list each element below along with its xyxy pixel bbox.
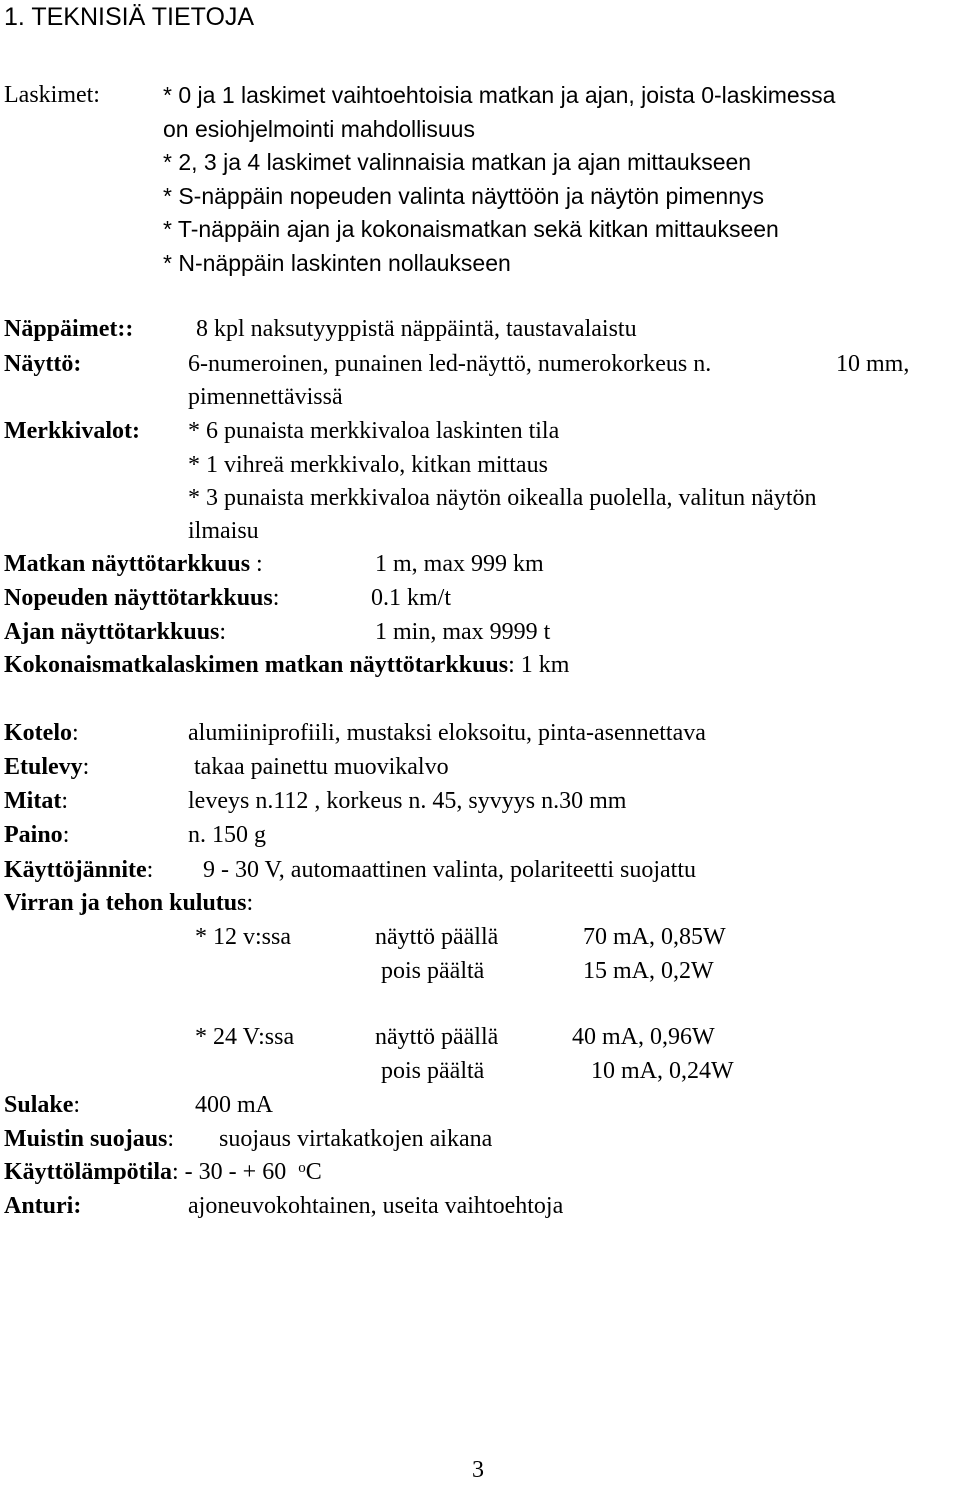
- v24-off-value: 10 mA, 0,24W: [591, 1058, 734, 1084]
- virran-sep: :: [246, 890, 254, 916]
- etulevy-label: Etulevy: [4, 754, 83, 780]
- v12-on-value: 70 mA, 0,85W: [583, 924, 726, 950]
- merkkivalot-line: ilmaisu: [188, 518, 259, 544]
- etulevy-row: [4, 752, 89, 782]
- kayttojannite-label: Käyttöjännite: [4, 857, 147, 883]
- naytto-value: 6-numeroinen, punainen led-näyttö, numerokorkeus n.: [188, 351, 712, 377]
- kayttolampotila-label: Käyttölämpötila: [4, 1159, 172, 1185]
- laskimet-line: * T-näppäin ajan ja kokonaismatkan sekä kitkan mittaukseen: [163, 216, 779, 242]
- kotelo-sep: :: [71, 720, 79, 746]
- kayttolampotila-row: [4, 1157, 322, 1187]
- ajan-value: 1 min, max 9999 t: [375, 619, 551, 645]
- kayttojannite-row: [4, 855, 153, 885]
- v24-label: * 24 V:ssa: [195, 1024, 295, 1050]
- v24-off-label: pois päältä: [381, 1058, 485, 1084]
- matkan-label: Matkan näyttötarkkuus: [4, 551, 251, 577]
- merkkivalot-line: * 3 punaista merkkivaloa näytön oikealla puolella, valitun näytön: [188, 485, 817, 511]
- muistin-value: suojaus virtakatkojen aikana: [219, 1126, 493, 1152]
- nopeuden-label: Nopeuden näyttötarkkuus: [4, 585, 273, 611]
- nopeuden-row: [4, 583, 279, 613]
- paino-sep: :: [62, 822, 70, 848]
- mitat-row: [4, 786, 68, 816]
- mitat-label: Mitat: [4, 788, 62, 814]
- merkkivalot-line: * 6 punaista merkkivaloa laskinten tila: [188, 418, 560, 444]
- kayttojannite-sep: :: [146, 857, 154, 883]
- nopeuden-sep: :: [272, 585, 280, 611]
- v12-off-value: 15 mA, 0,2W: [583, 958, 714, 984]
- laskimet-line: * 0 ja 1 laskimet vaihtoehtoisia matkan ja ajan, joista 0-laskimessa: [163, 82, 836, 108]
- v24-on-value: 40 mA, 0,96W: [572, 1024, 715, 1050]
- v12-on-label: näyttö päällä: [375, 924, 499, 950]
- page-number: 3: [472, 1457, 484, 1483]
- kokonais-value: : 1 km: [508, 652, 570, 678]
- muistin-sep: :: [167, 1126, 175, 1152]
- v12-label: * 12 v:ssa: [195, 924, 291, 950]
- laskimet-line: * N-näppäin laskinten nollaukseen: [163, 250, 511, 276]
- kotelo-label: Kotelo: [4, 720, 72, 746]
- sulake-row: [4, 1090, 80, 1120]
- paino-label: Paino: [4, 822, 63, 848]
- matkan-row: [4, 549, 263, 579]
- paino-row: [4, 820, 69, 850]
- kotelo-row: [4, 718, 79, 748]
- page-heading: 1. TEKNISIÄ TIETOJA: [4, 3, 255, 31]
- laskimet-line: on esiohjelmointi mahdollisuus: [163, 116, 475, 142]
- kokonais-label: Kokonaismatkalaskimen matkan näyttötarkkuus: [4, 652, 509, 678]
- sulake-label: Sulake: [4, 1092, 74, 1118]
- kayttolampotila-value: : - 30 - + 60: [172, 1159, 287, 1185]
- kayttolampotila-unit: C: [305, 1159, 322, 1185]
- laskimet-line: * S-näppäin nopeuden valinta näyttöön ja näytön pimennys: [163, 183, 764, 209]
- v24-on-label: näyttö päällä: [375, 1024, 499, 1050]
- matkan-value: 1 m, max 999 km: [375, 551, 544, 577]
- nopeuden-value: 0.1 km/t: [371, 585, 452, 611]
- mitat-value: leveys n.112 , korkeus n. 45, syvyys n.30 mm: [188, 788, 627, 814]
- nappaimet-value: 8 kpl naksutyyppistä näppäintä, taustavalaistu: [196, 316, 637, 342]
- v12-off-label: pois päältä: [381, 958, 485, 984]
- sulake-value: 400 mA: [195, 1092, 273, 1118]
- naytto-value-2: pimennettävissä: [188, 384, 343, 410]
- virran-label: Virran ja tehon kulutus: [4, 890, 247, 916]
- ajan-row: [4, 617, 226, 647]
- mitat-sep: :: [61, 788, 68, 814]
- anturi-label: Anturi:: [4, 1193, 82, 1219]
- naytto-value-end: 10 mm,: [836, 351, 910, 377]
- muistin-row: [4, 1124, 174, 1154]
- paino-value: n. 150 g: [188, 822, 266, 848]
- laskimet-label: Laskimet:: [4, 82, 100, 108]
- muistin-label: Muistin suojaus: [4, 1126, 168, 1152]
- ajan-label: Ajan näyttötarkkuus: [4, 619, 220, 645]
- anturi-value: ajoneuvokohtainen, useita vaihtoehtoja: [188, 1193, 564, 1219]
- etulevy-value: takaa painettu muovikalvo: [194, 754, 449, 780]
- merkkivalot-line: * 1 vihreä merkkivalo, kitkan mittaus: [188, 452, 548, 478]
- naytto-label: Näyttö:: [4, 351, 82, 377]
- etulevy-sep: :: [82, 754, 90, 780]
- nappaimet-label: Näppäimet::: [4, 316, 134, 342]
- sulake-sep: :: [73, 1092, 81, 1118]
- virran-row: [4, 888, 253, 918]
- kokonais-row: [4, 650, 569, 680]
- matkan-sep: :: [250, 551, 263, 577]
- merkkivalot-label: Merkkivalot:: [4, 418, 140, 444]
- kayttojannite-value: 9 - 30 V, automaattinen valinta, polariteetti suojattu: [203, 857, 697, 883]
- ajan-sep: :: [219, 619, 227, 645]
- laskimet-line: * 2, 3 ja 4 laskimet valinnaisia matkan ja ajan mittaukseen: [163, 149, 752, 175]
- kotelo-value: alumiiniprofiili, mustaksi eloksoitu, pinta-asennettava: [188, 720, 706, 746]
- degree-sup: o: [298, 1160, 306, 1176]
